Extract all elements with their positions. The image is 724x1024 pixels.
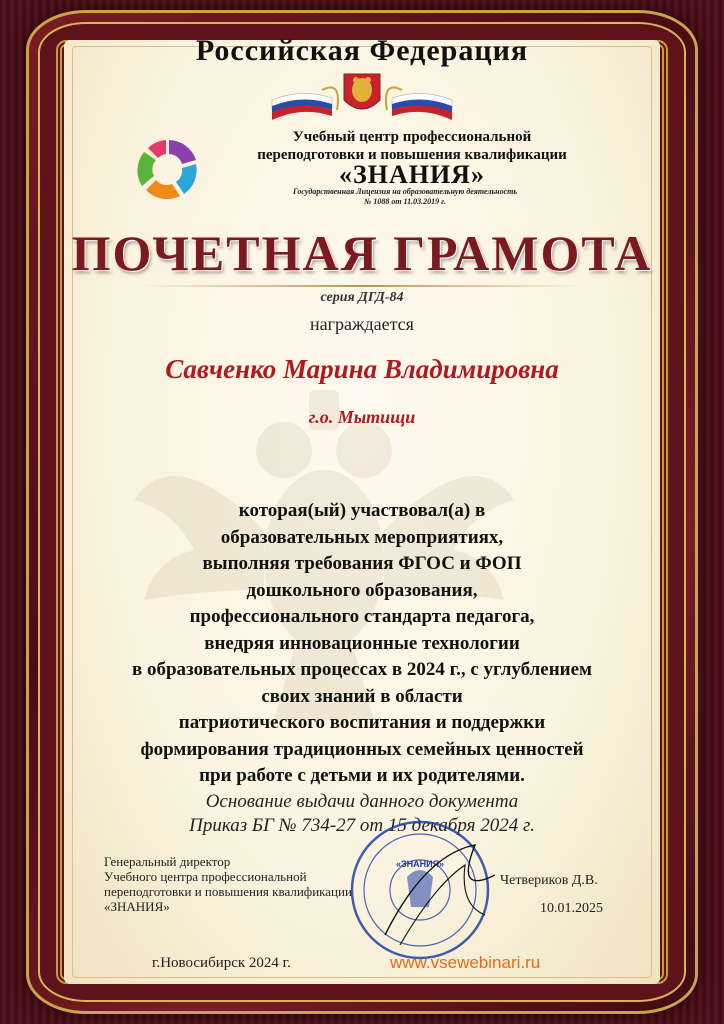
director-org-line-3: переподготовки и повышения квалификации [104, 884, 352, 899]
org-name: «ЗНАНИЯ» [339, 160, 485, 189]
recipient-city: г.о. Мытищи [308, 407, 416, 427]
website-link[interactable]: www.vsewebinari.ru [390, 953, 541, 972]
issue-place: г.Новосибирск 2024 г. [152, 955, 291, 971]
basis-line-2: Приказ БГ № 734-27 от 15 декабря 2024 г. [189, 815, 535, 836]
reason-line: профессионального стандарта педагога, [189, 606, 535, 627]
title-divider [140, 285, 584, 287]
issue-date: 10.01.2025 [540, 901, 603, 916]
org-description [190, 128, 634, 164]
director-title: Генеральный директор [104, 854, 231, 869]
reason-line: патриотического воспитания и поддержки [178, 712, 546, 733]
basis-line-1: Основание выдачи данного документа [205, 791, 519, 812]
country-heading: Российская Федерация [195, 34, 529, 67]
certificate-title: ПОЧЕТНАЯ ГРАМОТА [71, 225, 653, 281]
reason-line: формирования традиционных семейных ценностей [140, 738, 584, 760]
awarded-label: награждается [310, 314, 414, 334]
reason-line: при работе с детьми и их родителями. [199, 765, 525, 786]
stamp-center-text: «ЗНАНИЯ» [395, 859, 445, 869]
license-info [236, 187, 574, 207]
org-line-1: Учебный центр профессиональной [292, 129, 532, 145]
reason-line: которая(ый) участвовал(а) в [238, 500, 486, 521]
reason-line: выполняя требования ФГОС и ФОП [202, 553, 522, 574]
license-line-1: Государственная Лицензия на образовательную деятельность [292, 187, 518, 196]
award-reason [60, 498, 664, 790]
reason-line: дошкольного образования, [246, 579, 478, 601]
director-org-line-4: «ЗНАНИЯ» [104, 899, 170, 914]
director-block [104, 854, 352, 914]
director-org-line-2: Учебного центра профессиональной [104, 869, 307, 884]
recipient-name: Савченко Марина Владимировна [165, 354, 559, 384]
official-stamp-icon [345, 815, 495, 965]
signer-name: Четвериков Д.В. [500, 873, 598, 888]
reason-line: своих знаний в области [261, 685, 463, 707]
series-number: серия ДГД-84 [320, 290, 404, 305]
coat-of-arms-icon [262, 70, 462, 120]
license-line-2: № 1088 от 11.03.2019 г. [364, 197, 446, 206]
reason-line: в образовательных процессах в 2024 г., с углублением [131, 659, 593, 680]
reason-line: внедряя инновационные технологии [204, 632, 520, 654]
reason-line: образовательных мероприятиях, [220, 526, 504, 548]
org-line-2: переподготовки и повышения квалификации [257, 147, 567, 163]
